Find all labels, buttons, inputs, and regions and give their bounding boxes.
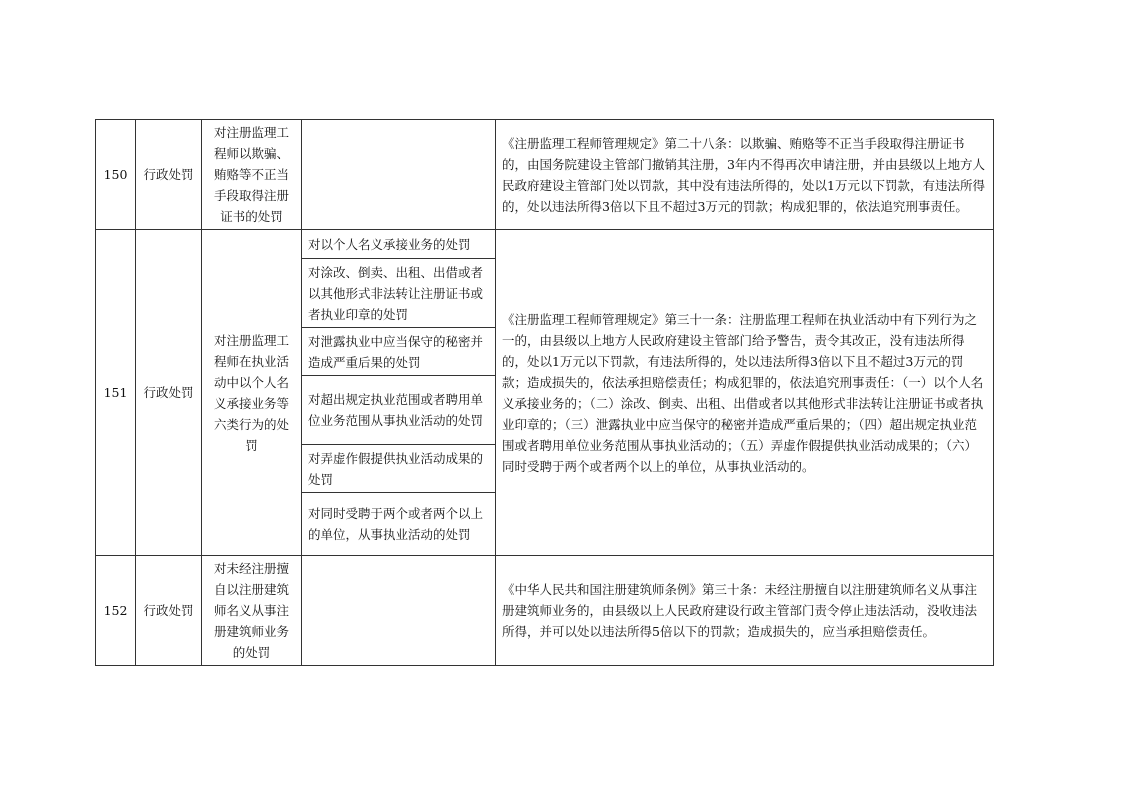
sub-item-cell-empty bbox=[302, 556, 496, 666]
penalty-type: 行政处罚 bbox=[136, 230, 202, 556]
sub-item: 对同时受聘于两个或者两个以上的单位，从事执业活动的处罚 bbox=[302, 493, 496, 556]
sub-item: 对以个人名义承接业务的处罚 bbox=[302, 230, 496, 259]
sub-item: 对涂改、倒卖、出租、出借或者以其他形式非法转让注册证书或者执业印章的处罚 bbox=[302, 259, 496, 328]
item-number: 152 bbox=[96, 556, 136, 666]
legal-basis: 《注册监理工程师管理规定》第三十一条：注册监理工程师在执业活动中有下列行为之一的，由县级以上地方人民政府建设主管部门给予警告，责令其改正，没有违法所得的，处以1万元以下罚款，有违法所得的，处以违法所得3倍以下且不超过3万元的罚款；造成损失的，依法承担赔偿责任；构成犯罪的，依法追究刑事责任：（一）以个人名义承接业务的；（二）涂改、倒卖、出租、出借或者以其他形式非法转让注册证书或者执业印章的；（三）泄露执业中应当保守的秘密并造成严重后果的；（四）超出规定执业范围或者聘用单位业务范围从事执业活动的；（五）弄虚作假提供执业活动成果的；（六）同时受聘于两个或者两个以上的单位，从事执业活动的。 bbox=[496, 230, 994, 556]
table-row bbox=[96, 556, 994, 666]
item-number: 150 bbox=[96, 120, 136, 230]
legal-basis: 《注册监理工程师管理规定》第二十八条：以欺骗、贿赂等不正当手段取得注册证书的，由国务院建设主管部门撤销其注册，3年内不得再次申请注册，并由县级以上地方人民政府建设主管部门处以罚款，其中没有违法所得的，处以1万元以下罚款，有违法所得的，处以违法所得3倍以下且不超过3万元的罚款；构成犯罪的，依法追究刑事责任。 bbox=[496, 120, 994, 230]
table-row bbox=[96, 230, 994, 259]
penalty-type: 行政处罚 bbox=[136, 556, 202, 666]
sub-item: 对超出规定执业范围或者聘用单位业务范围从事执业活动的处罚 bbox=[302, 376, 496, 445]
sub-item: 对泄露执业中应当保守的秘密并造成严重后果的处罚 bbox=[302, 328, 496, 376]
item-number: 151 bbox=[96, 230, 136, 556]
item-name: 对未经注册擅自以注册建筑师名义从事注册建筑师业务的处罚 bbox=[202, 556, 302, 666]
item-name: 对注册监理工程师以欺骗、贿赂等不正当手段取得注册证书的处罚 bbox=[202, 120, 302, 230]
table-row bbox=[96, 120, 994, 230]
penalty-type: 行政处罚 bbox=[136, 120, 202, 230]
penalty-table bbox=[95, 119, 994, 666]
sub-item-cell-empty bbox=[302, 120, 496, 230]
legal-basis: 《中华人民共和国注册建筑师条例》第三十条：未经注册擅自以注册建筑师名义从事注册建筑师业务的，由县级以上人民政府建设行政主管部门责令停止违法活动，没收违法所得，并可以处以违法所得5倍以下的罚款；造成损失的，应当承担赔偿责任。 bbox=[496, 556, 994, 666]
sub-item: 对弄虚作假提供执业活动成果的处罚 bbox=[302, 445, 496, 493]
item-name: 对注册监理工程师在执业活动中以个人名义承接业务等六类行为的处罚 bbox=[202, 230, 302, 556]
